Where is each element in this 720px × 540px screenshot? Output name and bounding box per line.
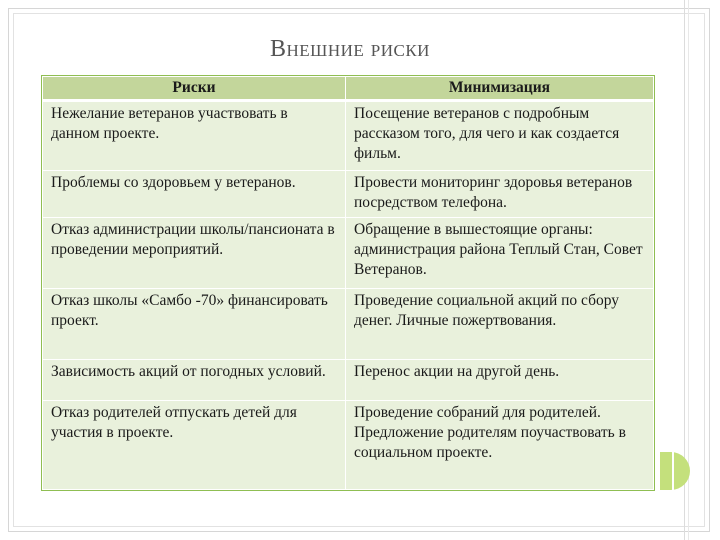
risk-cell: Отказ родителей отпускать детей для участия в проекте. [43, 401, 346, 490]
risk-cell: Нежелание ветеранов участвовать в данном проекте. [43, 101, 346, 171]
table-row [43, 401, 654, 490]
table-row [43, 360, 654, 401]
mitigation-cell: Посещение ветеранов с подробным рассказом того, для чего и как создается фильм. [346, 101, 654, 171]
risk-cell: Зависимость акций от погодных условий. [43, 360, 346, 401]
table-row [43, 171, 654, 218]
table-row [43, 289, 654, 360]
risk-cell: Отказ администрации школы/пансионата в проведении мероприятий. [43, 218, 346, 289]
mitigation-cell: Перенос акции на другой день. [346, 360, 654, 401]
mitigation-cell: Проведение социальной акций по сбору денег. Личные пожертвования. [346, 289, 654, 360]
risk-cell: Отказ школы «Самбо -70» финансировать проект. [43, 289, 346, 360]
table-row [43, 218, 654, 289]
risk-cell: Проблемы со здоровьем у ветеранов. [43, 171, 346, 218]
mitigation-cell: Проведение собраний для родителей. Предложение родителям поучаствовать в социальном проекте. [346, 401, 654, 490]
table-row [43, 101, 654, 171]
slide-title: Внешние риски [270, 36, 430, 62]
header-mitigation: Минимизация [346, 77, 654, 101]
green-tab-divider [672, 448, 674, 494]
table-header-row [43, 77, 654, 101]
header-risks: Риски [43, 77, 346, 101]
risk-table [42, 76, 654, 490]
mitigation-cell: Провести мониторинг здоровья ветеранов посредством телефона. [346, 171, 654, 218]
right-border-rule-2 [688, 0, 689, 540]
mitigation-cell: Обращение в вышестоящие органы: администрация района Теплый Стан, Совет Ветеранов. [346, 218, 654, 289]
